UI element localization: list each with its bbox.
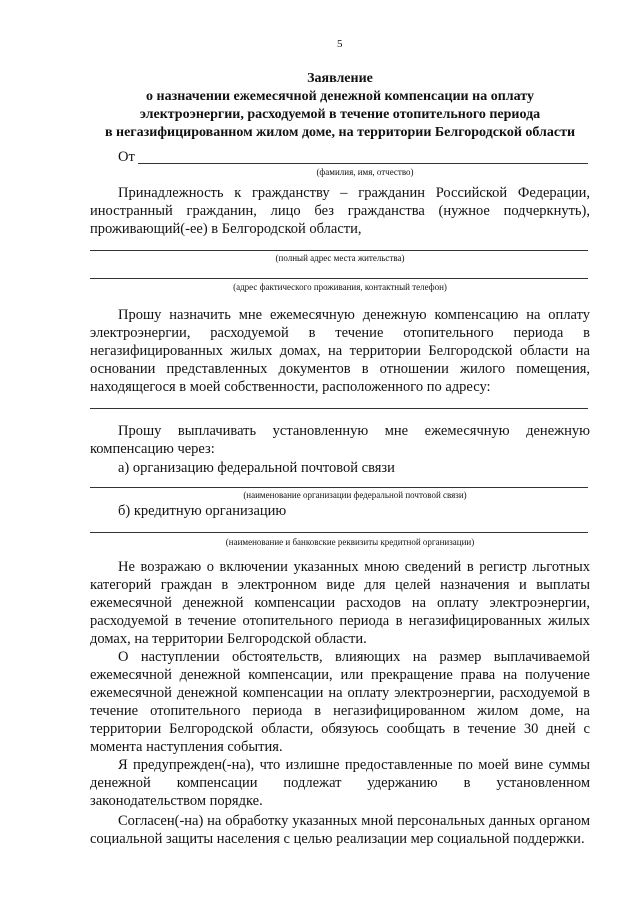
actual-address-caption: (адрес фактического проживания, контактный телефон) [233, 282, 447, 292]
option-a-post: а) организацию федеральной почтовой связи [118, 460, 395, 476]
post-org-field-line[interactable] [90, 487, 588, 488]
from-label: От [118, 149, 135, 165]
post-org-caption: (наименование организации федеральной почтовой связи) [243, 490, 467, 500]
request-pay-paragraph: Прошу выплачивать установленную мне ежемесячную денежную компенсацию через: [90, 423, 590, 457]
fio-caption: (фамилия, имя, отчество) [316, 167, 414, 177]
citizenship-paragraph: Принадлежность к гражданству – гражданин Российской Федерации, иностранный гражданин, лицо без гражданства (нужное подчеркнуть), проживающий(-ее) в Белгородской области, [90, 185, 590, 237]
circumstances-paragraph: О наступлении обстоятельств, влияющих на размер выплачиваемой ежемесячной денежной компенсации, или прекращение права на получение ежемесячной денежной компенсации на оплату электроэнергии, расходуемой в течение отопительного периода в негазифицированном жилом доме, на территории Белгородской области, обязуюсь сообщать в течение 30 дней с момента наступления события. [90, 649, 590, 755]
property-address-field-line[interactable] [90, 408, 588, 409]
title-line-3: электроэнергии, расходуемой в течение отопительного периода [139, 107, 541, 122]
consent-registry-paragraph: Не возражаю о включении указанных мною сведений в регистр льготных категорий граждан в электронном виде для целей назначения и выплаты ежемесячной денежной компенсации расходов на оплату электроэнергии, расходуемой в течение отопительного периода в негазифицированных жилых домах, на территории Белгородской области. [90, 559, 590, 647]
personal-data-paragraph: Согласен(-на) на обработку указанных мной персональных данных органом социальной защиты населения с целью реализации мер социальной поддержки. [90, 813, 590, 847]
title-line-2: о назначении ежемесячной денежной компенсации на оплату [146, 89, 534, 104]
document-title [60, 70, 620, 142]
credit-org-field-line[interactable] [90, 532, 588, 533]
actual-address-field-line[interactable] [90, 278, 588, 279]
title-line-4: в негазифицированном жилом доме, на территории Белгородской области [104, 125, 576, 140]
full-address-field-line[interactable] [90, 250, 588, 251]
fio-field-line[interactable] [138, 163, 588, 164]
option-b-credit: б) кредитную организацию [118, 503, 287, 519]
warned-paragraph: Я предупрежден(-на), что излишне предоставленные по моей вине суммы денежной компенсации подлежат удержанию в установленном законодательством порядке. [90, 757, 590, 809]
full-address-caption: (полный адрес места жительства) [275, 253, 405, 263]
title-line-1: Заявление [307, 71, 373, 86]
request-assign-paragraph: Прошу назначить мне ежемесячную денежную компенсацию на оплату электроэнергии, расходуемой в течение отопительного периода в негазифицированных жилых домах, на территории Белгородской области на основании представленных документов в отношении жилого помещения, находящегося в моей собственности, расположенного по адресу: [90, 307, 590, 395]
page-number: 5 [337, 38, 343, 50]
credit-org-caption: (наименование и банковские реквизиты кредитной организации) [225, 537, 475, 547]
